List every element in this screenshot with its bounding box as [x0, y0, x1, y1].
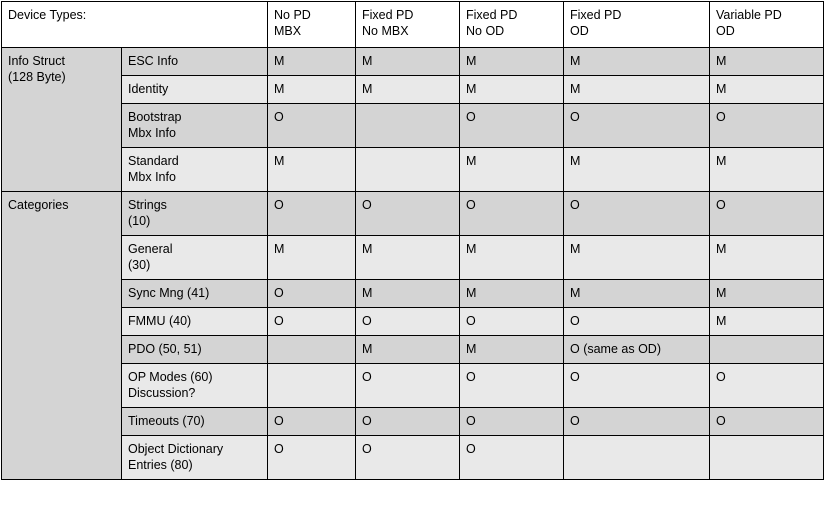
row-label	[122, 408, 268, 436]
header-col-1	[268, 2, 356, 48]
row-label-line1: General	[128, 242, 173, 256]
cell-value	[268, 336, 356, 364]
cell-value: M	[460, 48, 564, 76]
cell-value: M	[710, 280, 824, 308]
cell-value	[356, 104, 460, 148]
header-col-5	[710, 2, 824, 48]
header-col-4	[564, 2, 710, 48]
cell-value: O	[356, 436, 460, 480]
header-col-3-line2: No OD	[466, 24, 505, 38]
cell-value: M	[356, 48, 460, 76]
cell-value: M	[356, 280, 460, 308]
header-col-4-line1: Fixed PD	[570, 8, 622, 22]
cell-value	[710, 336, 824, 364]
cell-value: O (same as OD)	[564, 336, 710, 364]
cell-value: M	[710, 148, 824, 192]
row-label-line2: Discussion?	[128, 386, 196, 400]
cell-value: M	[460, 236, 564, 280]
cell-value: O	[564, 104, 710, 148]
cell-value: O	[356, 408, 460, 436]
cell-value: O	[356, 308, 460, 336]
cell-value: M	[710, 308, 824, 336]
row-label-line1: Timeouts (70)	[128, 414, 205, 428]
row-label	[122, 436, 268, 480]
row-label-line1: Bootstrap	[128, 110, 182, 124]
cell-value: O	[268, 308, 356, 336]
cell-value: O	[268, 280, 356, 308]
row-label-line1: PDO (50, 51)	[128, 342, 202, 356]
table-header-row	[2, 2, 824, 48]
cell-value: O	[564, 408, 710, 436]
cell-value: M	[268, 236, 356, 280]
row-label	[122, 280, 268, 308]
cell-value: M	[564, 76, 710, 104]
row-label	[122, 336, 268, 364]
table-row	[2, 336, 824, 364]
row-label-line2: (10)	[128, 214, 151, 228]
row-label	[122, 48, 268, 76]
group-label-categories	[2, 192, 122, 480]
cell-value: M	[356, 336, 460, 364]
header-col-5-line1: Variable PD	[716, 8, 782, 22]
cell-value	[710, 436, 824, 480]
row-label-line1: OP Modes (60)	[128, 370, 213, 384]
row-label-line2: Mbx Info	[128, 170, 176, 184]
cell-value: M	[564, 148, 710, 192]
cell-value: M	[460, 336, 564, 364]
header-col-3	[460, 2, 564, 48]
table-row	[2, 308, 824, 336]
cell-value: M	[564, 236, 710, 280]
cell-value: O	[460, 308, 564, 336]
cell-value: O	[460, 364, 564, 408]
cell-value: O	[268, 192, 356, 236]
cell-value: O	[564, 192, 710, 236]
row-label	[122, 364, 268, 408]
cell-value: O	[460, 104, 564, 148]
cell-value: O	[356, 192, 460, 236]
cell-value: O	[268, 408, 356, 436]
cell-value: M	[564, 48, 710, 76]
cell-value: O	[710, 104, 824, 148]
cell-value: M	[564, 280, 710, 308]
header-col-4-line2: OD	[570, 24, 589, 38]
header-col-5-line2: OD	[716, 24, 735, 38]
cell-value: M	[710, 48, 824, 76]
cell-value: M	[268, 76, 356, 104]
table-row	[2, 192, 824, 236]
cell-value: O	[460, 408, 564, 436]
row-label-line2: Entries (80)	[128, 458, 193, 472]
header-col-3-line1: Fixed PD	[466, 8, 518, 22]
cell-value: M	[460, 148, 564, 192]
group-label-line1: Info Struct	[8, 54, 65, 68]
cell-value: O	[710, 364, 824, 408]
cell-value: M	[710, 236, 824, 280]
cell-value: M	[356, 76, 460, 104]
cell-value: M	[710, 76, 824, 104]
table-row	[2, 104, 824, 148]
table-row	[2, 48, 824, 76]
cell-value	[356, 148, 460, 192]
cell-value: O	[460, 436, 564, 480]
cell-value: O	[268, 104, 356, 148]
header-device-types: Device Types:	[2, 2, 268, 48]
group-label-line1: Categories	[8, 198, 69, 212]
cell-value	[268, 364, 356, 408]
cell-value: M	[356, 236, 460, 280]
cell-value: M	[268, 48, 356, 76]
row-label-line2: Mbx Info	[128, 126, 176, 140]
row-label-line1: FMMU (40)	[128, 314, 192, 328]
row-label-line1: Sync Mng (41)	[128, 286, 210, 300]
row-label	[122, 236, 268, 280]
cell-value: O	[710, 192, 824, 236]
header-col-1-line2: MBX	[274, 24, 302, 38]
row-label-line1: Strings	[128, 198, 167, 212]
header-col-2-line1: Fixed PD	[362, 8, 414, 22]
row-label	[122, 104, 268, 148]
table-row	[2, 236, 824, 280]
cell-value: M	[460, 76, 564, 104]
row-label-line1: Identity	[128, 82, 169, 96]
cell-value: O	[356, 364, 460, 408]
cell-value: O	[268, 436, 356, 480]
table-row	[2, 364, 824, 408]
row-label-line1: ESC Info	[128, 54, 179, 68]
table-row	[2, 76, 824, 104]
device-types-table	[1, 1, 824, 480]
row-label	[122, 148, 268, 192]
row-label-line2: (30)	[128, 258, 151, 272]
table-row	[2, 148, 824, 192]
table-row	[2, 436, 824, 480]
row-label	[122, 308, 268, 336]
row-label-line1: Object Dictionary	[128, 442, 224, 456]
row-label	[122, 192, 268, 236]
cell-value: M	[268, 148, 356, 192]
cell-value	[564, 436, 710, 480]
cell-value: M	[460, 280, 564, 308]
cell-value: O	[564, 308, 710, 336]
cell-value: O	[460, 192, 564, 236]
header-col-2-line2: No MBX	[362, 24, 409, 38]
table-row	[2, 280, 824, 308]
group-label-info-struct	[2, 48, 122, 192]
cell-value: O	[564, 364, 710, 408]
row-label	[122, 76, 268, 104]
header-col-2	[356, 2, 460, 48]
table-row	[2, 408, 824, 436]
row-label-line1: Standard	[128, 154, 179, 168]
header-col-1-line1: No PD	[274, 8, 311, 22]
group-label-line2: (128 Byte)	[8, 70, 66, 84]
cell-value: O	[710, 408, 824, 436]
